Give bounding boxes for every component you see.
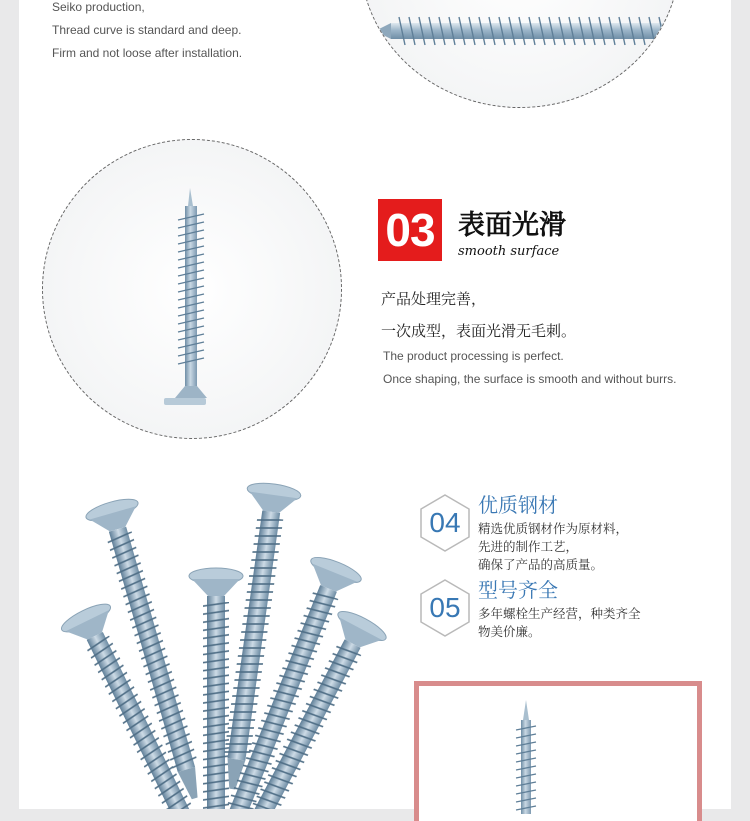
feature05-line-2: 物美价廉。 [478, 624, 541, 639]
framed-screw-image [419, 686, 697, 814]
framed-screw-photo [414, 681, 702, 821]
section03-subtitle: smooth surface [458, 244, 560, 259]
feature05-line-1: 多年螺栓生产经营，种类齐全 [478, 606, 641, 621]
feature04-line-3: 确保了产品的高质量。 [478, 557, 604, 572]
single-screw-circle [42, 139, 342, 439]
screw-bundle-image [40, 478, 400, 809]
feature04-line-2: 先进的制作工艺， [478, 539, 579, 554]
feature05-number: 05 [429, 592, 461, 623]
section03-en-line-1: The product processing is perfect. [383, 349, 564, 363]
section03-zh-line-1: 产品处理完善， [381, 290, 487, 308]
feature04-line-1: 精选优质钢材作为原材料， [478, 521, 629, 536]
section03-title: 表面光滑 [458, 210, 566, 241]
section03-zh-line-2: 一次成型，表面光滑无毛刺。 [381, 322, 577, 340]
section03-en-line-2: Once shaping, the surface is smooth and without burrs. [383, 372, 677, 386]
section03-number-badge: 03 [378, 199, 442, 261]
feature04-title: 优质钢材 [478, 493, 558, 517]
feature05-title: 型号齐全 [478, 578, 558, 602]
single-screw-image [43, 140, 341, 438]
feature04-number: 04 [429, 507, 461, 538]
section02-line-1: Seiko production, [52, 0, 145, 14]
section02-line-2: Thread curve is standard and deep. [52, 23, 242, 37]
section02-line-3: Firm and not loose after installation. [52, 46, 243, 60]
